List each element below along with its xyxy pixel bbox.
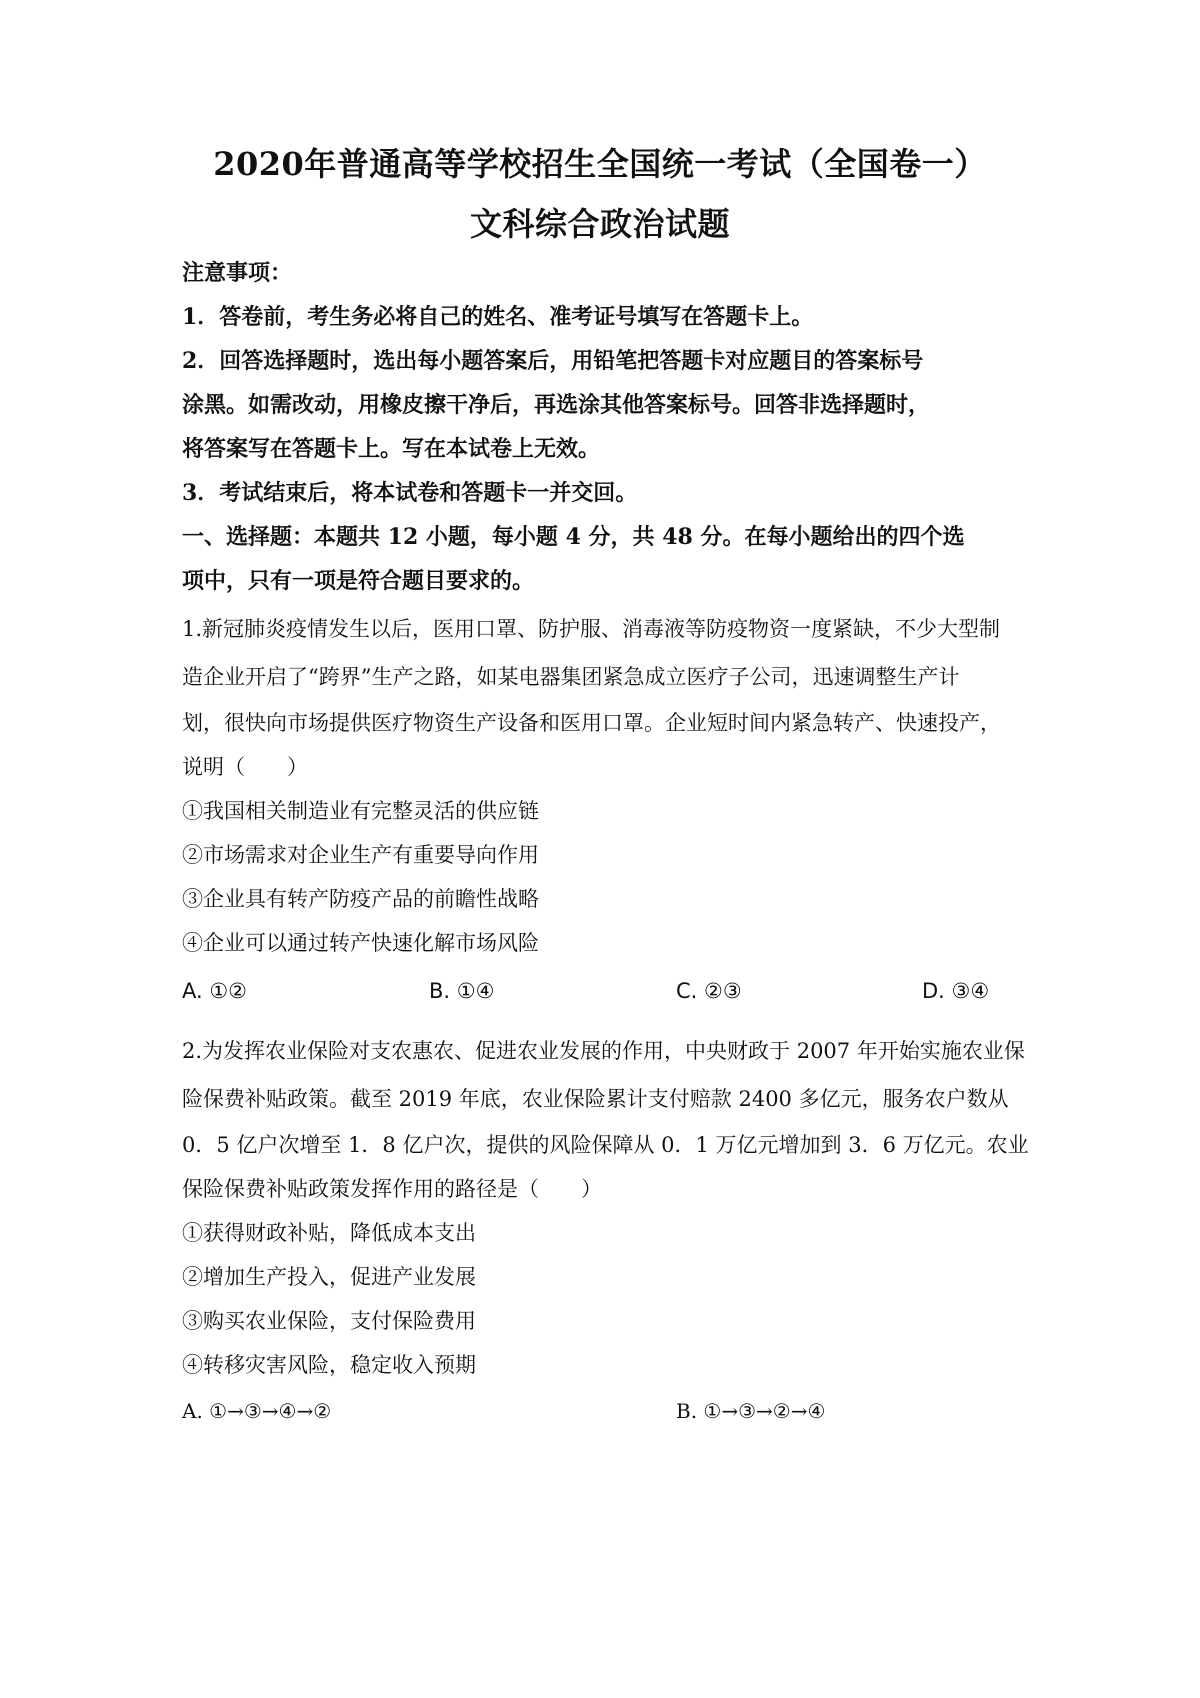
note-item-2-line-2: 涂黑。如需改动，用橡皮擦干净后，再选涂其他答案标号。回答非选择题时， [182, 392, 931, 418]
q1-option-d: D. ③④ [922, 979, 990, 1003]
notes-heading: 注意事项： [182, 260, 293, 286]
note-item-2-line-3: 将答案写在答题卡上。写在本试卷上无效。 [182, 436, 601, 462]
exam-subtitle: 文科综合政治试题 [469, 205, 730, 243]
q1-option-b: B. ①④ [429, 979, 495, 1003]
q1-statement-3: ③企业具有转产防疫产品的前瞻性战略 [182, 887, 539, 911]
section-heading-line-2: 项中，只有一项是符合题目要求的。 [182, 568, 535, 594]
exam-title: 2020年普通高等学校招生全国统一考试（全国卷一） [213, 145, 987, 183]
note-item-3: 3．考试结束后，将本试卷和答题卡一并交回。 [182, 480, 638, 506]
q2-statement-1: ①获得财政补贴，降低成本支出 [182, 1221, 476, 1245]
q2-statement-4: ④转移灾害风险，稳定收入预期 [182, 1353, 476, 1377]
q1-stem-line-2: 造企业开启了“跨界”生产之路，如某电器集团紧急成立医疗子公司，迅速调整生产计 [182, 665, 960, 689]
q2-option-a: A. ①→③→④→② [182, 1399, 332, 1423]
q2-stem-line-4: 保险保费补贴政策发挥作用的路径是（ ） [182, 1177, 602, 1201]
q2-stem-line-2: 险保费补贴政策。截至 2019 年底，农业保险累计支付赔款 2400 多亿元，服务农户数从 [182, 1087, 1009, 1111]
q2-stem-line-1: 2.为发挥农业保险对支农惠农、促进农业发展的作用，中央财政于 2007 年开始实施农业保 [182, 1039, 1025, 1063]
q1-statement-4: ④企业可以通过转产快速化解市场风险 [182, 931, 539, 955]
q2-stem-line-3: 0．5 亿户次增至 1．8 亿户次，提供的风险保障从 0．1 万亿元增加到 3．6 万亿元。农业 [182, 1133, 1029, 1157]
q1-statement-1: ①我国相关制造业有完整灵活的供应链 [182, 799, 539, 823]
q1-statement-2: ②市场需求对企业生产有重要导向作用 [182, 843, 539, 867]
section-heading-line-1: 一、选择题：本题共 12 小题，每小题 4 分，共 48 分。在每小题给出的四个选 [182, 524, 965, 550]
q1-stem-line-4: 说明（ ） [182, 755, 308, 779]
q1-stem-line-1: 1.新冠肺炎疫情发生以后，医用口罩、防护服、消毒液等防疫物资一度紧缺，不少大型制 [182, 617, 1001, 641]
note-item-2-line-1: 2．回答选择题时，选出每小题答案后，用铅笔把答题卡对应题目的答案标号 [182, 348, 924, 374]
q2-option-b: B. ①→③→②→④ [676, 1399, 826, 1423]
q1-stem-line-3: 划，很快向市场提供医疗物资生产设备和医用口罩。企业短时间内紧急转产、快速投产， [182, 711, 1001, 735]
q1-option-a: A. ①② [182, 979, 247, 1003]
q2-statement-3: ③购买农业保险，支付保险费用 [182, 1309, 476, 1333]
note-item-1: 1．答卷前，考生务必将自己的姓名、准考证号填写在答题卡上。 [182, 304, 814, 330]
q2-statement-2: ②增加生产投入，促进产业发展 [182, 1265, 476, 1289]
q1-option-c: C. ②③ [676, 979, 742, 1003]
